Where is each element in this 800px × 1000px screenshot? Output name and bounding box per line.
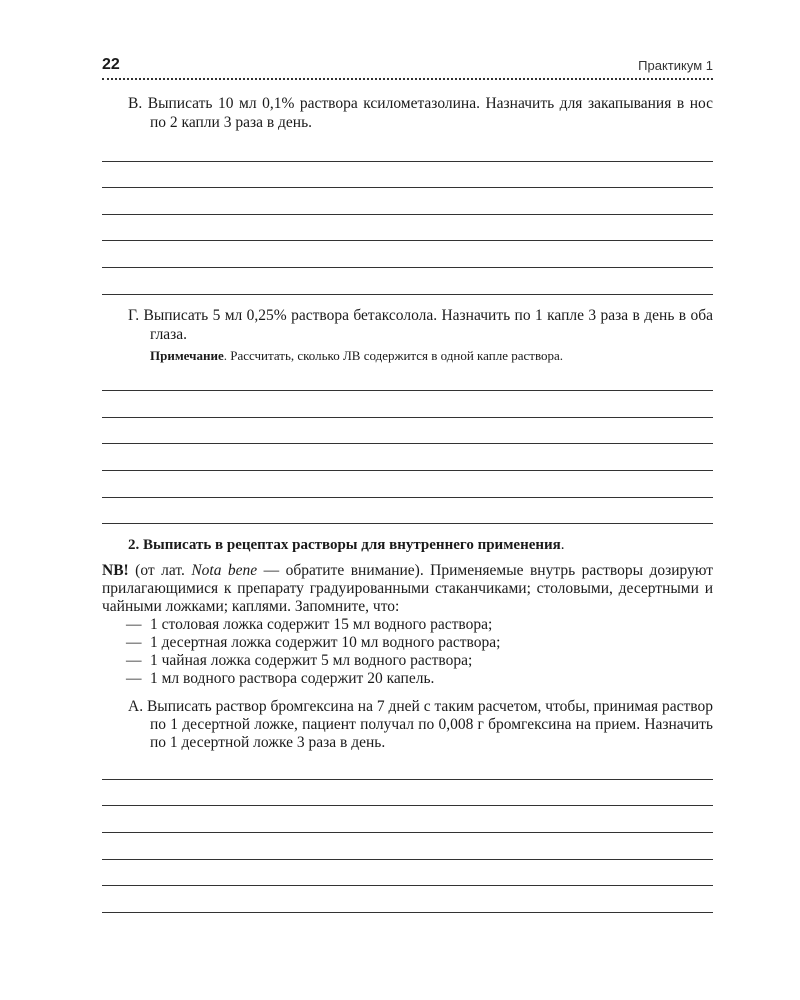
- answer-line[interactable]: [102, 444, 713, 471]
- section-2-title-text: 2. Выписать в рецептах растворы для внутреннего применения: [128, 537, 561, 554]
- dash-icon: —: [126, 634, 142, 652]
- list-item: — 1 чайная ложка содержит 5 мл водного раствора;: [126, 652, 473, 670]
- nb-text-before: (от лат.: [128, 562, 192, 580]
- answer-line[interactable]: [102, 188, 713, 215]
- task-g-note: [102, 348, 713, 364]
- note-label: Примечание: [150, 347, 224, 363]
- dash-icon: —: [126, 616, 142, 634]
- task-a-text: Выписать раствор бромгексина на 7 дней с таким расчетом, чтобы, принимая раствор по 1 десертной ложке, пациент получал по 0,008 г бромгексина на прием. Назначить по 1 десертной ложке 3 раза в день.: [146, 698, 713, 752]
- answer-lines-v: [102, 135, 713, 295]
- answer-line[interactable]: [102, 886, 713, 913]
- answer-line[interactable]: [102, 268, 713, 295]
- answer-line[interactable]: [102, 365, 713, 392]
- answer-line[interactable]: [102, 498, 713, 525]
- section-2-title: [102, 537, 713, 554]
- page: [102, 56, 713, 913]
- answer-line[interactable]: [102, 753, 713, 780]
- page-number: 22: [102, 56, 120, 73]
- task-g-text: Выписать 5 мл 0,25% раствора бетаксолола. Назначить по 1 капле 3 раза в день в оба глаза.: [143, 306, 713, 343]
- nb-italic: Nota bene: [191, 562, 258, 580]
- answer-line[interactable]: [102, 833, 713, 860]
- list-item: — 1 столовая ложка содержит 15 мл водного раствора;: [126, 616, 493, 634]
- answer-lines-g: [102, 365, 713, 525]
- answer-line[interactable]: [102, 215, 713, 242]
- list-item: — 1 мл водного раствора содержит 20 капель.: [126, 670, 435, 688]
- task-a: [102, 698, 713, 752]
- section-2-title-tail: .: [560, 537, 565, 554]
- answer-line[interactable]: [102, 162, 713, 189]
- nb-label: NB!: [102, 562, 129, 580]
- task-a-label: А.: [128, 698, 144, 716]
- nota-bene-paragraph: [102, 562, 713, 616]
- dash-icon: —: [126, 670, 142, 688]
- answer-lines-a: [102, 753, 713, 913]
- list-item: — 1 десертная ложка содержит 10 мл водного раствора;: [126, 634, 501, 652]
- answer-line[interactable]: [102, 471, 713, 498]
- answer-line[interactable]: [102, 860, 713, 887]
- task-v-label: В.: [128, 95, 143, 112]
- facts-list: [102, 616, 713, 688]
- answer-line[interactable]: [102, 391, 713, 418]
- task-v: [102, 94, 713, 132]
- answer-line[interactable]: [102, 418, 713, 445]
- task-g-label: Г.: [128, 306, 140, 324]
- task-v-text: Выписать 10 мл 0,1% раствора ксилометазолина. Назначить для закапывания в нос по 2 капли 3 раза в день.: [147, 95, 714, 131]
- answer-line[interactable]: [102, 780, 713, 807]
- task-g: [102, 306, 713, 344]
- note-text: . Рассчитать, сколько ЛВ содержится в одной капле раствора.: [223, 347, 564, 363]
- page-header: [102, 56, 713, 80]
- running-title: Практикум 1: [638, 58, 713, 73]
- dash-icon: —: [126, 652, 142, 670]
- answer-line[interactable]: [102, 135, 713, 162]
- nb-text-after: — обратите внимание). Применяемые внутрь растворы дозируют прилагающимися к препарату градуированными стаканчиками; столовыми, десертными и чайными ложками; каплями. Запомните, что:: [102, 562, 713, 616]
- answer-line[interactable]: [102, 806, 713, 833]
- answer-line[interactable]: [102, 241, 713, 268]
